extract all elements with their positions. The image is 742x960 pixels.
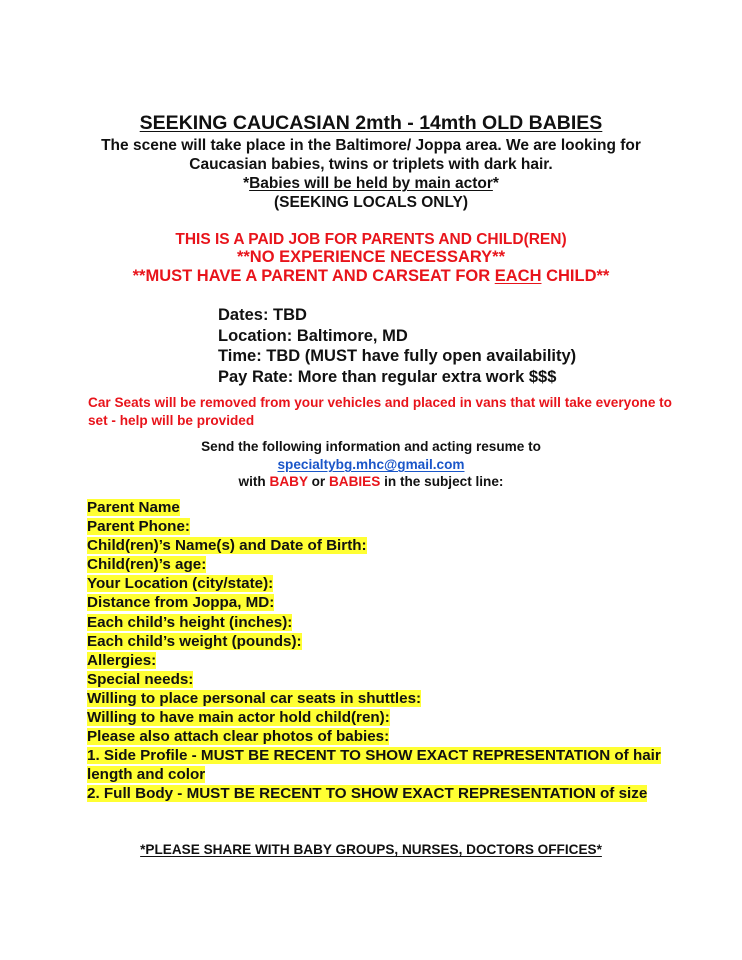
- field-item: Allergies:: [87, 651, 157, 669]
- email-line: [0, 456, 742, 474]
- carseat-req-suffix: CHILD**: [541, 267, 610, 285]
- held-text: Babies will be held by main actor: [249, 175, 493, 192]
- detail-pay-rate: Pay Rate: More than regular extra work $$$: [218, 367, 557, 386]
- carseat-req-prefix: **MUST HAVE A PARENT AND CARSEAT FOR: [132, 267, 495, 285]
- send-info-line: Send the following information and acting resume to: [201, 439, 541, 454]
- carseat-note: Car Seats will be removed from your vehicles and placed in vans that will take everyone to set - help will be provided: [88, 395, 672, 428]
- flyer-title: SEEKING CAUCASIAN 2mth - 14mth OLD BABIES: [139, 112, 603, 134]
- detail-location: Location: Baltimore, MD: [218, 326, 408, 345]
- intro-line-1: The scene will take place in the Baltimore/ Joppa area. We are looking for: [101, 137, 641, 154]
- field-item: Each child’s height (inches):: [87, 613, 293, 631]
- field-item: Distance from Joppa, MD:: [87, 594, 275, 612]
- paid-job-line: THIS IS A PAID JOB FOR PARENTS AND CHILD(REN): [175, 231, 567, 248]
- subject-tail: in the subject line:: [384, 474, 504, 489]
- contact-email-link[interactable]: specialtybg.mhc@gmail.com: [277, 457, 465, 472]
- detail-dates: Dates: TBD: [218, 306, 307, 324]
- field-item: Special needs:: [87, 670, 194, 688]
- subject-babies: BABIES: [328, 474, 381, 489]
- field-item: Please also attach clear photos of babies:: [87, 728, 390, 746]
- field-item: Your Location (city/state):: [87, 575, 274, 593]
- field-item: Each child’s weight (pounds):: [87, 632, 302, 650]
- carseat-req-each: EACH: [494, 267, 542, 285]
- subject-or: or: [311, 474, 326, 489]
- subject-with: with: [238, 474, 266, 489]
- detail-time: Time: TBD (MUST have fully open availability): [218, 347, 577, 365]
- field-item: Child(ren)’s Name(s) and Date of Birth:: [87, 537, 367, 555]
- info-fields-list: [87, 498, 667, 804]
- held-by-actor-note: [0, 174, 742, 193]
- held-prefix: *: [243, 175, 250, 192]
- locals-only-note: (SEEKING LOCALS ONLY): [273, 194, 469, 211]
- photo-requirement-full-body: 2. Full Body - MUST BE RECENT TO SHOW EXACT REPRESENTATION of size: [87, 785, 648, 803]
- carseat-requirement-line: [0, 267, 742, 286]
- field-item: Child(ren)’s age:: [87, 556, 207, 574]
- held-suffix: *: [492, 175, 499, 192]
- field-item: Willing to have main actor hold child(ren):: [87, 709, 390, 727]
- intro-line-2: Caucasian babies, twins or triplets with dark hair.: [189, 156, 553, 173]
- job-details: [218, 305, 576, 387]
- no-experience-line: **NO EXPERIENCE NECESSARY**: [236, 248, 506, 266]
- subject-line-instructions: [0, 473, 742, 491]
- field-item: Parent Name: [87, 499, 180, 516]
- field-item: Parent Phone:: [87, 518, 190, 536]
- share-footer: *PLEASE SHARE WITH BABY GROUPS, NURSES, DOCTORS OFFICES*: [140, 842, 602, 857]
- subject-baby: BABY: [269, 474, 308, 489]
- photo-requirement-side-profile: 1. Side Profile - MUST BE RECENT TO SHOW EXACT REPRESENTATION of hair length and color: [87, 747, 661, 784]
- field-item: Willing to place personal car seats in shuttles:: [87, 689, 422, 707]
